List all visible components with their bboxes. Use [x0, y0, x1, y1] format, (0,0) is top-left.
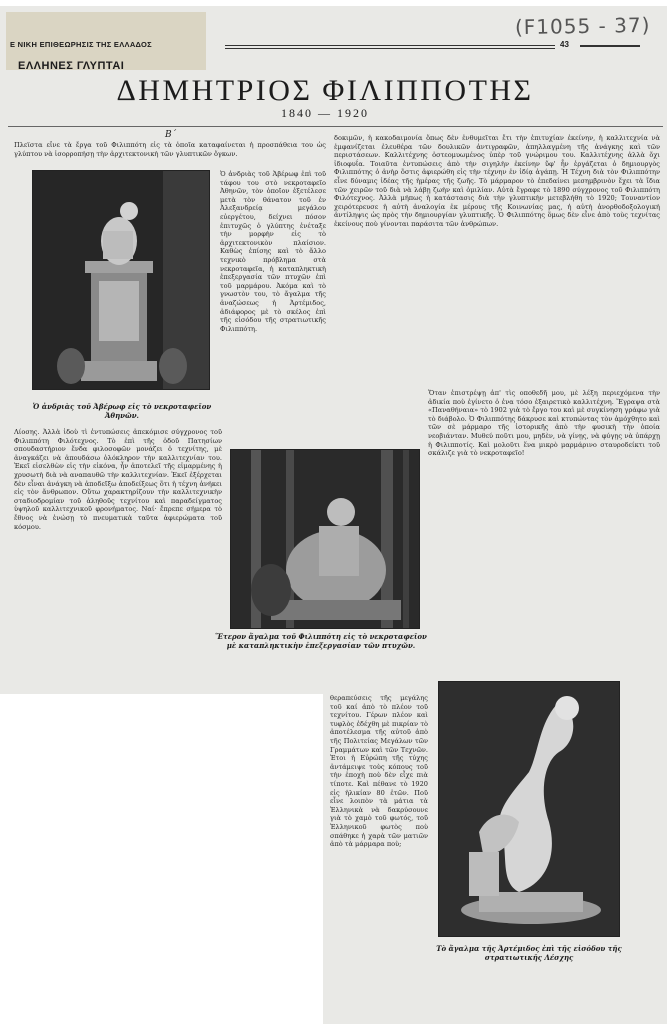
page-number: 43 [560, 40, 569, 49]
section-heading: ΕΛΛΗΝΕΣ ΓΛΥΠΤΑΙ [18, 60, 125, 72]
masthead-rule [225, 45, 555, 46]
right-column-mid: Ὅταν ἐπιστρέψῃ ἀπ' τὶς οποθεδῆ μου, μὲ λέξη περιεχόμενα τὴν ἀδικία ποὺ ἐγίνετο ὁ ἐνα τόσο ἐξαιρετικὸ καλλιτέχνη. Ἔγραψα στὰ «Παναθήναια» τὸ 1902 γιὰ τὸ ἔργο του καὶ μὲ συγκίνηση γράφω γιὰ τὸ διάβολο. Ὁ Φιλιππότης δάκρυσε καὶ κτυπώντας τὸν ἀμόχθητο καὶ τῶν σὲ μάρμαρο τῆς ἱστορικῆς ἀπὸ τὴν φυσικὴ τὴν ὁποία νεοβιάνταν. Μυθεύ ποῦτι μου, μηδὲν, νὰ γίνῃς, νὰ φύγῃς νὰ ὑπάρχῃ ἡ Φιλιπποτίς. Καὶ μολοῦτι ἕνα μικρὸ μαρμάρινο σταυροδείκτι τοῦ σκάλιζε γιὰ τὸ νεκροταφεῖο! [428, 389, 660, 458]
photo-averof-statue [32, 170, 210, 390]
article-years: 1840 — 1920 [281, 106, 369, 120]
caption-cemetery: Ἕτερον ἄγαλμα τοῦ Φιλιππότη εἰς τὸ νεκροταφεῖον μὲ καταπληκτικὴν ἐπεξεργασίαν τῶν πτυχῶν. [215, 632, 427, 650]
artemis-statue-illustration [439, 682, 620, 937]
chapter-mark: Β΄ [165, 130, 177, 140]
right-column-top: δοκιμῶν, ἡ κακοδαιμονία ὅπως δὲν ἐνθυμεῖται ἔτι τὴν ἐπιτυχίαν ἐκείνην, ἡ καλλιτεχνία νὰ ἐμφανίζεται ἐλευθέρα τῶν δουλικῶν ἀντιγραφῶν, ἀπηλλαγμένη τῆς ἀνάγκης καὶ τῶν περιστάσεων. Καλλιτέχνης ὀστεομυωμένος ὑπὲρ τοῦ γνώριμου του. Καλλιτέχνης ἀλλὰ ὄχι ἰδιοφυΐα. Τοιαῦτα ἐντυπώσεις ἀπὸ τὴν σιγηλὴν ἐκείνην ὕφ' ἦν ἐργάζεται ὁ δημιουργὸς Φιλιππότης ὁ ἀνὴρ ὅστις ἀφιερώθη εἰς τὴν τέχνην ἐν ἰδίᾳ ἀγάπῃ. Ἡ Τέχνη διὰ τὸν Φιλιππότην εἶνε δύναμις ἰδέας τῆς ἡμέρας τῆς ζωῆς. Τὸ μάρμαρον τὸ ἐπεδαίνει μεσημβρινὸν ἔχει τὰ ἴδια τῶν χειρῶν τοῦ διὰ νὰ λάβῃ ζωὴν καὶ ὁμιλίαν. Αὐτὰ ἔγραφε τὸ 1890 σύγχρονος τοῦ Φιλιππότη Φιλότεχνος. Ἀλλὰ μήπως ἡ κατάστασις διὰ τὴν γλυπτικὴν μετεβλήθη τὸ 1920; Τουναντίον χειρότερευσε ἡ αὐτὴ ἀναλογία ἐκ μέρους τῆς Κοινωνίας μας, ἡ αὐτὴ ἀνορθοδοξολογική ἀντίληψις ὡς πρὸς τὴν δημιουργίαν γλυπτικῆς. Ὁ Φιλιππότης ὅμως δὲν εἶνε ἀπὸ τοὺς τεχνίτας ἐκείνους ποὺ γίνονται παράσιτα τῶν ἀνθρώπων. [334, 134, 660, 228]
left-column-bottom: Λίοσης. Ἀλλὰ ἰδοὺ τὶ ἐντυπώσεις ἀπεκόμισε σύγχρονος τοῦ Φιλιππότη Φιλότεχνος. Τὸ ἐπὶ τῆς ὁδοῦ Πατησίων σπουδαστήριον ἕνδα φιλοσοφῶν μονάζει ὁ τεχνίτης, μὲ ἀναγκάζει νὰ ἀπουδάσω ὁλόκληρον τὴν καλλιτεχνίαν του. Ἐκεῖ εἰσελθὼν εἰς τὴν εἰκόνα, ἦν ἀποτελεῖ τῆς εἰμαρμένης ἡ χρυσωτὴ διὰ νὰ αναπαυθῶ τὴν καλλιτεχνίαν. Ἐκεῖ ἐξέρχεται δὲν εἶναι ἀνάγκη νὰ ἀποδεῖξω ἀποδείξεως ὅτι ἡ τέχνη ἀνήκει εἰς τὸν ἄνθρωπον. Οὕτω χαρακτηρίζουν τὴν καλλιτεχνικὴν σταδιοδρομίαν τοῦ ἀληθοῦς τεχνίτου καὶ παραδείγματος ὑψηλοῦ καλλιτεχνικοῦ φρονήματος. Ναί· ἔπρεπε σήμερα τὸ ἔθνος νὰ ἐνώσῃ τὸ πνευματικὰ ταῦτα ἀφιερώματα τοῦ κόσμου. [14, 428, 222, 531]
masthead-rule-2 [225, 48, 555, 49]
lower-narrow-column: θεραπεύσεις τῆς μεγάλης τοῦ καί ἀπὸ τὸ πλέον τοῦ τεχνίτου. Γέρων πλέον καὶ τυφλὸς ἐδέχθη μὲ πικρίαν τὸ ἀποτέλεσμα τῆς αὐτοῦ ἀπὸ τῆς Πολιτείας Μεγάλων τῶν Γραμμάτων καὶ τῶν Τεχνῶν. Ἐτοι ἡ Εὐρώπη τῆς τύχης ἀντάμειψε τοὺς κόπους τοῦ τὴν ἐποχὴ ποὺ δὲν εἶχε πιὰ τίποτε. Καὶ πέθανε τὸ 1920 εἰς ἡλικίαν 80 ἐτῶν. Ποῦ εἶνε λοιπὸν τὰ μάτια τὰ Ἑλληνικὰ νὰ δακρύσουνε γιὰ τὸ χαμὸ τοῦ φωτός, τοῦ Ἑλληνικοῦ φωτὸς ποὺ σπάθηκε ἡ χαρὰ τῶν ματιῶν ἀπὸ τὰ μάρμαρα ποὺ; [330, 694, 428, 849]
article-title: ΔΗΜΗΤΡΙΟΣ ΦΙΛΙΠΠΟΤΗΣ [116, 74, 534, 107]
handwritten-note: (F1055 - 37) [514, 12, 651, 40]
page-rule [580, 45, 640, 47]
photo-cemetery-statue [230, 449, 420, 629]
masthead: Ε ΝΙΚΗ ΕΠΙΘΕΩΡΗΣΙΣ ΤΗΣ ΕΛΛΑΔΟΣ [10, 40, 152, 49]
caption-averof: Ὁ ἀνδριὰς τοῦ Ἀβέρωφ εἰς τὸ νεκροταφεῖον Ἀθηνῶν. [32, 402, 212, 420]
intro-paragraph: Πλεϊστα εἶνε τὰ ἔργα τοῦ Φιλιππότη εἰς τὰ ὁποῖα καταφαίνεται ἡ προσπάθεια του ὡς γλύπτου νὰ ἰσορροπήσῃ τὴν ἀρχιτεκτονικὴ τῶν γλυπτικῶν ὄγκων. [14, 141, 326, 158]
cemetery-statue-illustration [231, 450, 420, 629]
caption-artemis: Τὸ ἄγαλμα τῆς Ἀρτέμιδος ἐπὶ τῆς εἰσόδου τῆς στρατιωτικῆς Λέσχης [436, 944, 622, 962]
photo-artemis-statue [438, 681, 620, 937]
averof-statue-illustration [33, 171, 210, 390]
title-rule [8, 126, 663, 127]
narrow-column-left: Ὁ ἀνδριὰς τοῦ Ἀβέρωφ ἐπὶ τοῦ τάφου του στὸ νεκροταφεῖο Ἀθηνῶν, τὸν ὁποῖον ἐξετέλεσε μετὰ τὸν θάνατον τοῦ ἐν Ἀλεξανδρείᾳ μεγάλου εὐεργέτου, δείχνει πόσον ἐπιτυχῶς ὁ γλύπτης ἐνέταξε τὴν μορφὴν εἰς τὸ ἀρχιτεκτονικὸν πλαίσιον. Καθὼς ἐπίσης καὶ τὸ ἄλλο τεχνικὸ πρόβλημα στὰ νεκροταφεῖα, ἡ καταπληκτικὴ ἐπεξεργασία τῶν πτυχῶν ἐπὶ τοῦ μαρμάρου. Ἀκόμα καὶ τὸ γνωστὸν του, τὸ ἄγαλμα τῆς ἀναζώσεως ἡ Ἀρτέμιδος, ἀδιάφορος μὲ τὸ σκέλος ἐπὶ τῆς εἰσόδου τῆς στρατιωτικῆς Φιλιππότη. [220, 170, 326, 333]
